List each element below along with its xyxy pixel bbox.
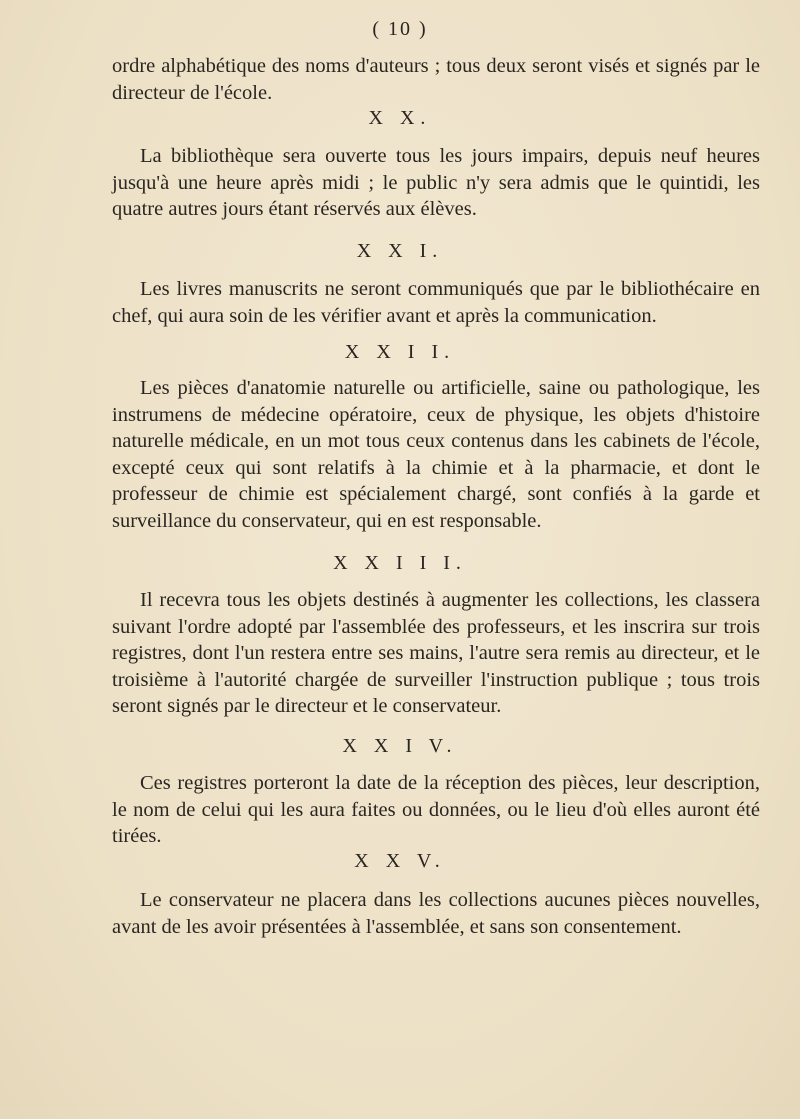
paragraph-continuation: ordre alphabétique des noms d'auteurs ; tous deux seront visés et signés par le directeur de l'école. xyxy=(112,55,760,104)
article-heading-23: X X I I I. xyxy=(333,552,467,574)
article-heading-25: X X V. xyxy=(354,850,446,872)
article-heading-20: X X. xyxy=(368,107,432,129)
paragraph-article-23: Il recevra tous les objets destinés à augmenter les collections, les classera suivant l'ordre adopté par l'assemblée des professeurs, et les inscrira sur trois registres, dont l'un restera entre ses mains, l'autre sera remis au directeur, et le troisième à l'autorité chargée de surveiller l'instruction publique ; tous trois seront signés par le directeur et le conservateur. xyxy=(112,589,760,717)
paragraph-article-24: Ces registres porteront la date de la réception des pièces, leur description, le nom de celui qui les aura faites ou données, ou le lieu d'où elles auront été tirées. xyxy=(112,772,760,847)
paragraph-article-21: Les livres manuscrits ne seront communiqués que par le bibliothécaire en chef, qui aura soin de les vérifier avant et après la communication. xyxy=(112,278,760,327)
paragraph-article-25: Le conservateur ne placera dans les collections aucunes pièces nouvelles, avant de les avoir présentées à l'assemblée, et sans son consentement. xyxy=(112,889,760,938)
paragraph-article-20: La bibliothèque sera ouverte tous les jours impairs, depuis neuf heures jusqu'à une heure après midi ; le public n'y sera admis que le quintidi, les quatre autres jours étant réservés aux élèves. xyxy=(112,145,760,220)
article-heading-22: X X I I. xyxy=(344,341,456,363)
article-heading-21: X X I. xyxy=(356,240,444,262)
page-number: ( 10 ) xyxy=(372,18,428,40)
article-heading-24: X X I V. xyxy=(342,735,458,757)
paragraph-article-22: Les pièces d'anatomie naturelle ou artificielle, saine ou pathologique, les instrumens de médecine opératoire, ceux de physique, les objets d'histoire naturelle médicale, en un mot tous ceux contenus dans les cabinets de l'école, excepté ceux qui sont relatifs à la chimie et à la pharmacie, et dont le professeur de chimie est spécialement chargé, sont confiés à la garde et surveillance du conservateur, qui en est responsable. xyxy=(112,377,760,532)
